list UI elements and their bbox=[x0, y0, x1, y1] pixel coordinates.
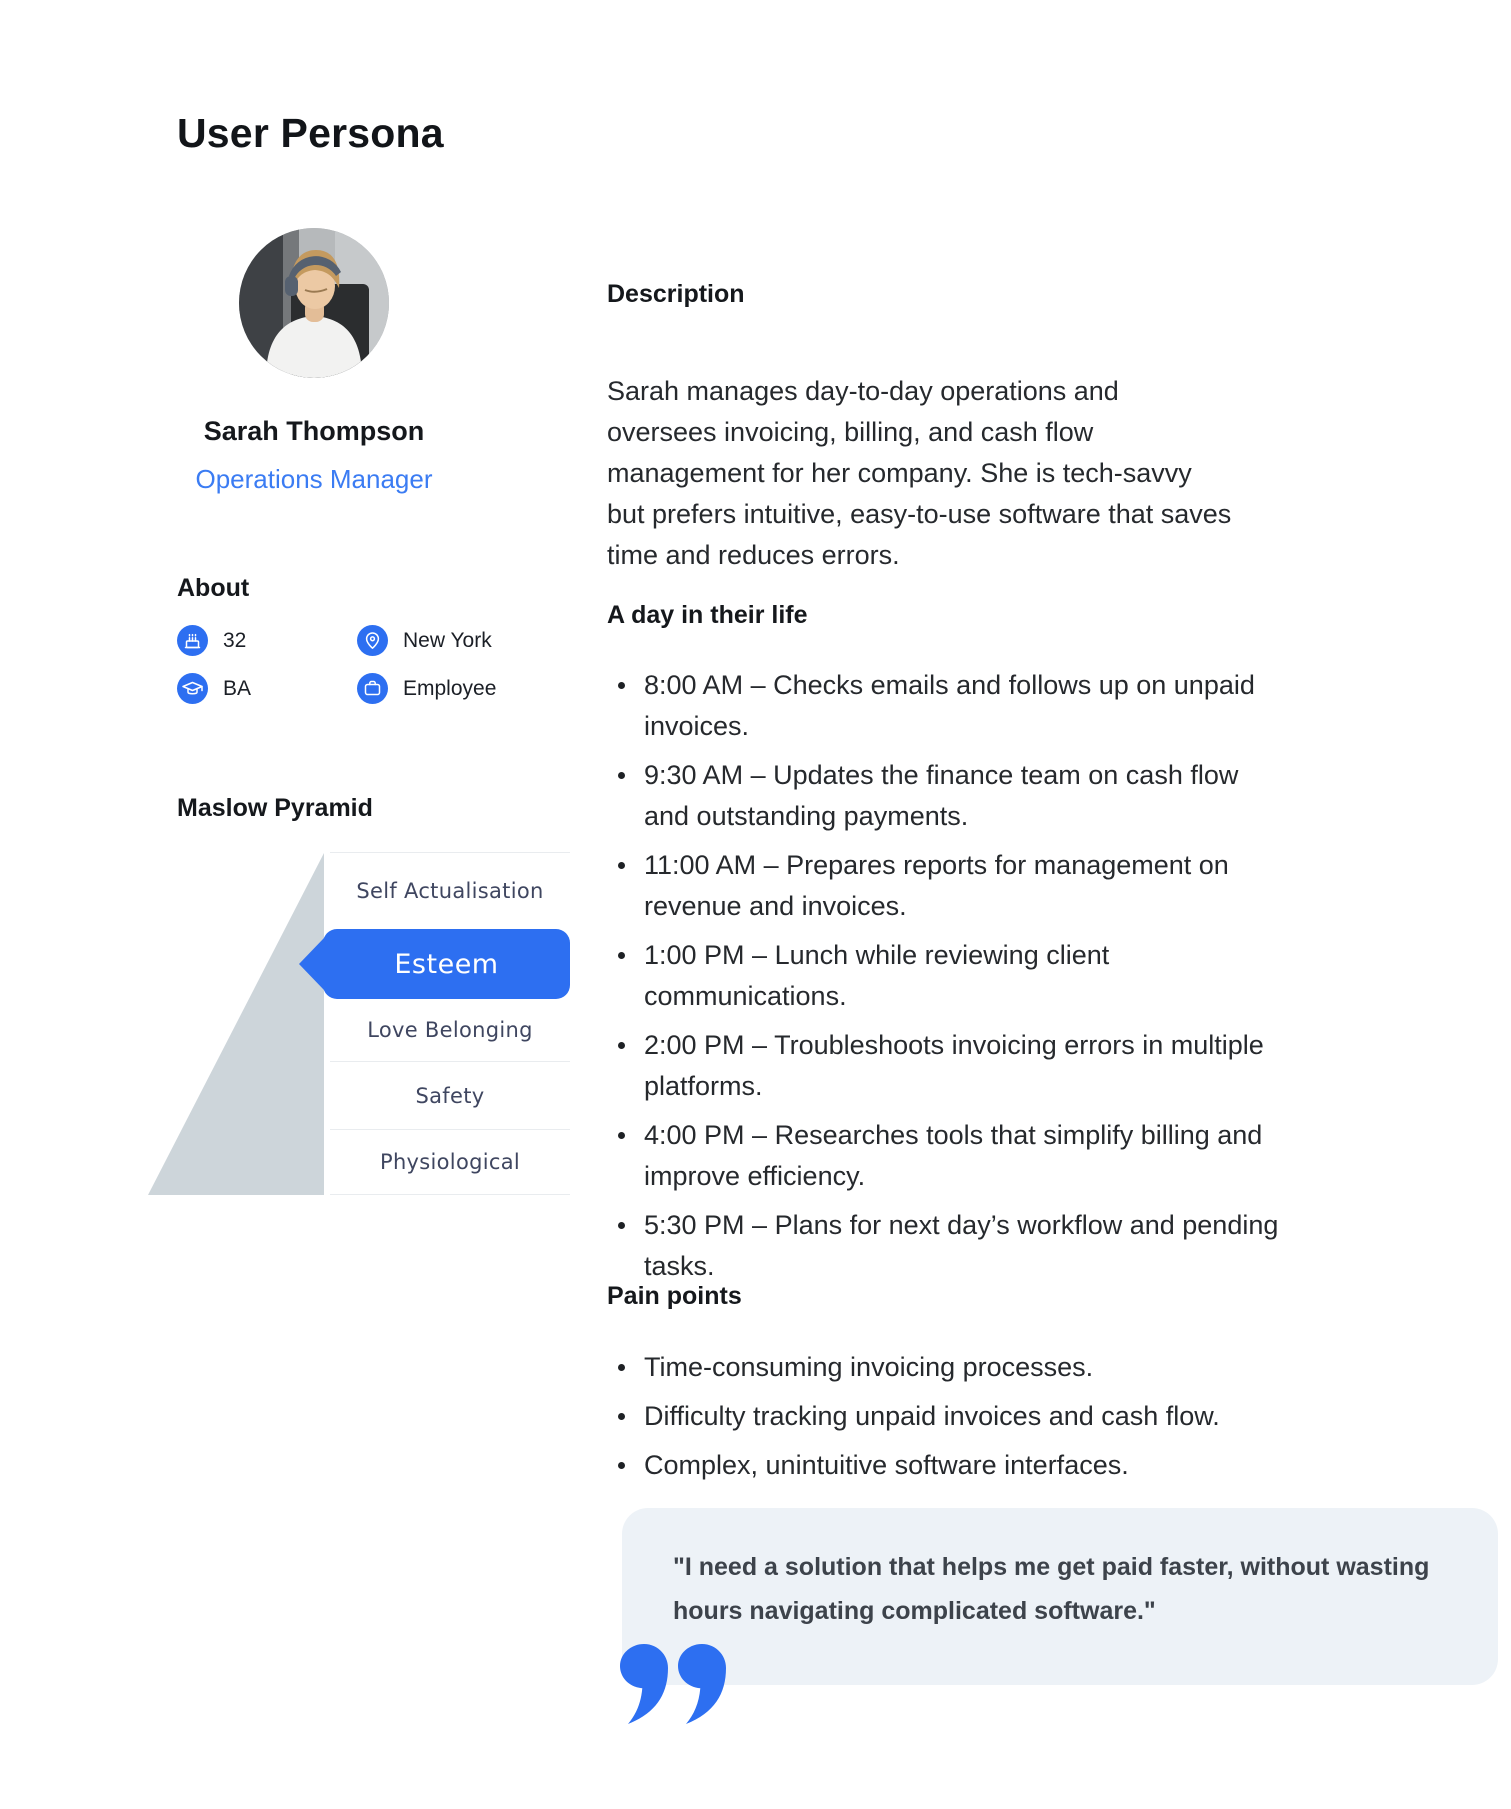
about-heading: About bbox=[177, 574, 250, 602]
maslow-level-esteem-selected[interactable] bbox=[323, 929, 570, 999]
badge-arrow-left bbox=[299, 938, 324, 990]
day-in-life-heading: A day in their life bbox=[607, 601, 808, 629]
birthday-cake-icon bbox=[177, 625, 208, 656]
maslow-level-self-actualisation[interactable]: Self Actualisation bbox=[356, 879, 544, 903]
pain-point-item: Difficulty tracking unpaid invoices and cash flow. bbox=[607, 1396, 1367, 1437]
about-location-value: New York bbox=[403, 628, 492, 652]
avatar-photo-illustration bbox=[239, 228, 389, 378]
description-text: Sarah manages day-to-day operations and oversees invoicing, billing, and cash flow management for her company. She is tech-savvy but prefers intuitive, easy-to-use software that saves time and reduces errors. bbox=[607, 376, 1232, 570]
maslow-level-safety[interactable]: Safety bbox=[330, 1062, 570, 1130]
person-role-link[interactable]: Operations Manager bbox=[195, 464, 433, 494]
quote-text: "I need a solution that helps me get paid faster, without wasting hours navigating complicated software." bbox=[673, 1553, 1430, 1625]
quote-card bbox=[622, 1508, 1498, 1685]
maslow-level-esteem-label: Esteem bbox=[394, 948, 499, 980]
graduation-cap-icon bbox=[177, 673, 208, 704]
description-heading: Description bbox=[607, 280, 745, 308]
maslow-level-physiological[interactable]: Physiological bbox=[330, 1130, 570, 1195]
about-item-education bbox=[177, 673, 357, 704]
maslow-level-love-belonging[interactable]: Love Belonging bbox=[330, 999, 570, 1062]
page-title: User Persona bbox=[177, 110, 444, 156]
about-item-age bbox=[177, 625, 357, 656]
day-item: 1:00 PM – Lunch while reviewing client communications. bbox=[607, 935, 1279, 1017]
day-in-life-list bbox=[607, 665, 1279, 1295]
about-item-occupation bbox=[357, 673, 537, 704]
profile-card bbox=[177, 228, 451, 495]
pain-points-list bbox=[607, 1347, 1367, 1494]
about-item-location bbox=[357, 625, 537, 656]
day-item: 4:00 PM – Researches tools that simplify billing and improve efficiency. bbox=[607, 1115, 1279, 1197]
about-section bbox=[177, 574, 537, 704]
about-occupation-value: Employee bbox=[403, 676, 497, 700]
location-pin-icon bbox=[357, 625, 388, 656]
maslow-heading: Maslow Pyramid bbox=[177, 794, 373, 822]
briefcase-icon bbox=[357, 673, 388, 704]
person-name: Sarah Thompson bbox=[203, 416, 425, 446]
maslow-level-esteem-row bbox=[330, 929, 570, 999]
pain-point-item: Time-consuming invoicing processes. bbox=[607, 1347, 1367, 1388]
maslow-list bbox=[330, 852, 570, 1195]
day-item: 9:30 AM – Updates the finance team on cash flow and outstanding payments. bbox=[607, 755, 1279, 837]
day-item: 11:00 AM – Prepares reports for management on revenue and invoices. bbox=[607, 845, 1279, 927]
pain-points-heading: Pain points bbox=[607, 1282, 742, 1310]
about-education-value: BA bbox=[223, 676, 252, 700]
day-item: 5:30 PM – Plans for next day’s workflow and pending tasks. bbox=[607, 1205, 1279, 1287]
quotation-marks-icon bbox=[620, 1644, 726, 1724]
pain-point-item: Complex, unintuitive software interfaces. bbox=[607, 1445, 1367, 1486]
pyramid-triangle bbox=[148, 853, 324, 1195]
day-item: 8:00 AM – Checks emails and follows up on unpaid invoices. bbox=[607, 665, 1279, 747]
avatar bbox=[239, 228, 389, 378]
day-item: 2:00 PM – Troubleshoots invoicing errors in multiple platforms. bbox=[607, 1025, 1279, 1107]
about-grid bbox=[177, 625, 537, 704]
about-age-value: 32 bbox=[223, 628, 247, 652]
